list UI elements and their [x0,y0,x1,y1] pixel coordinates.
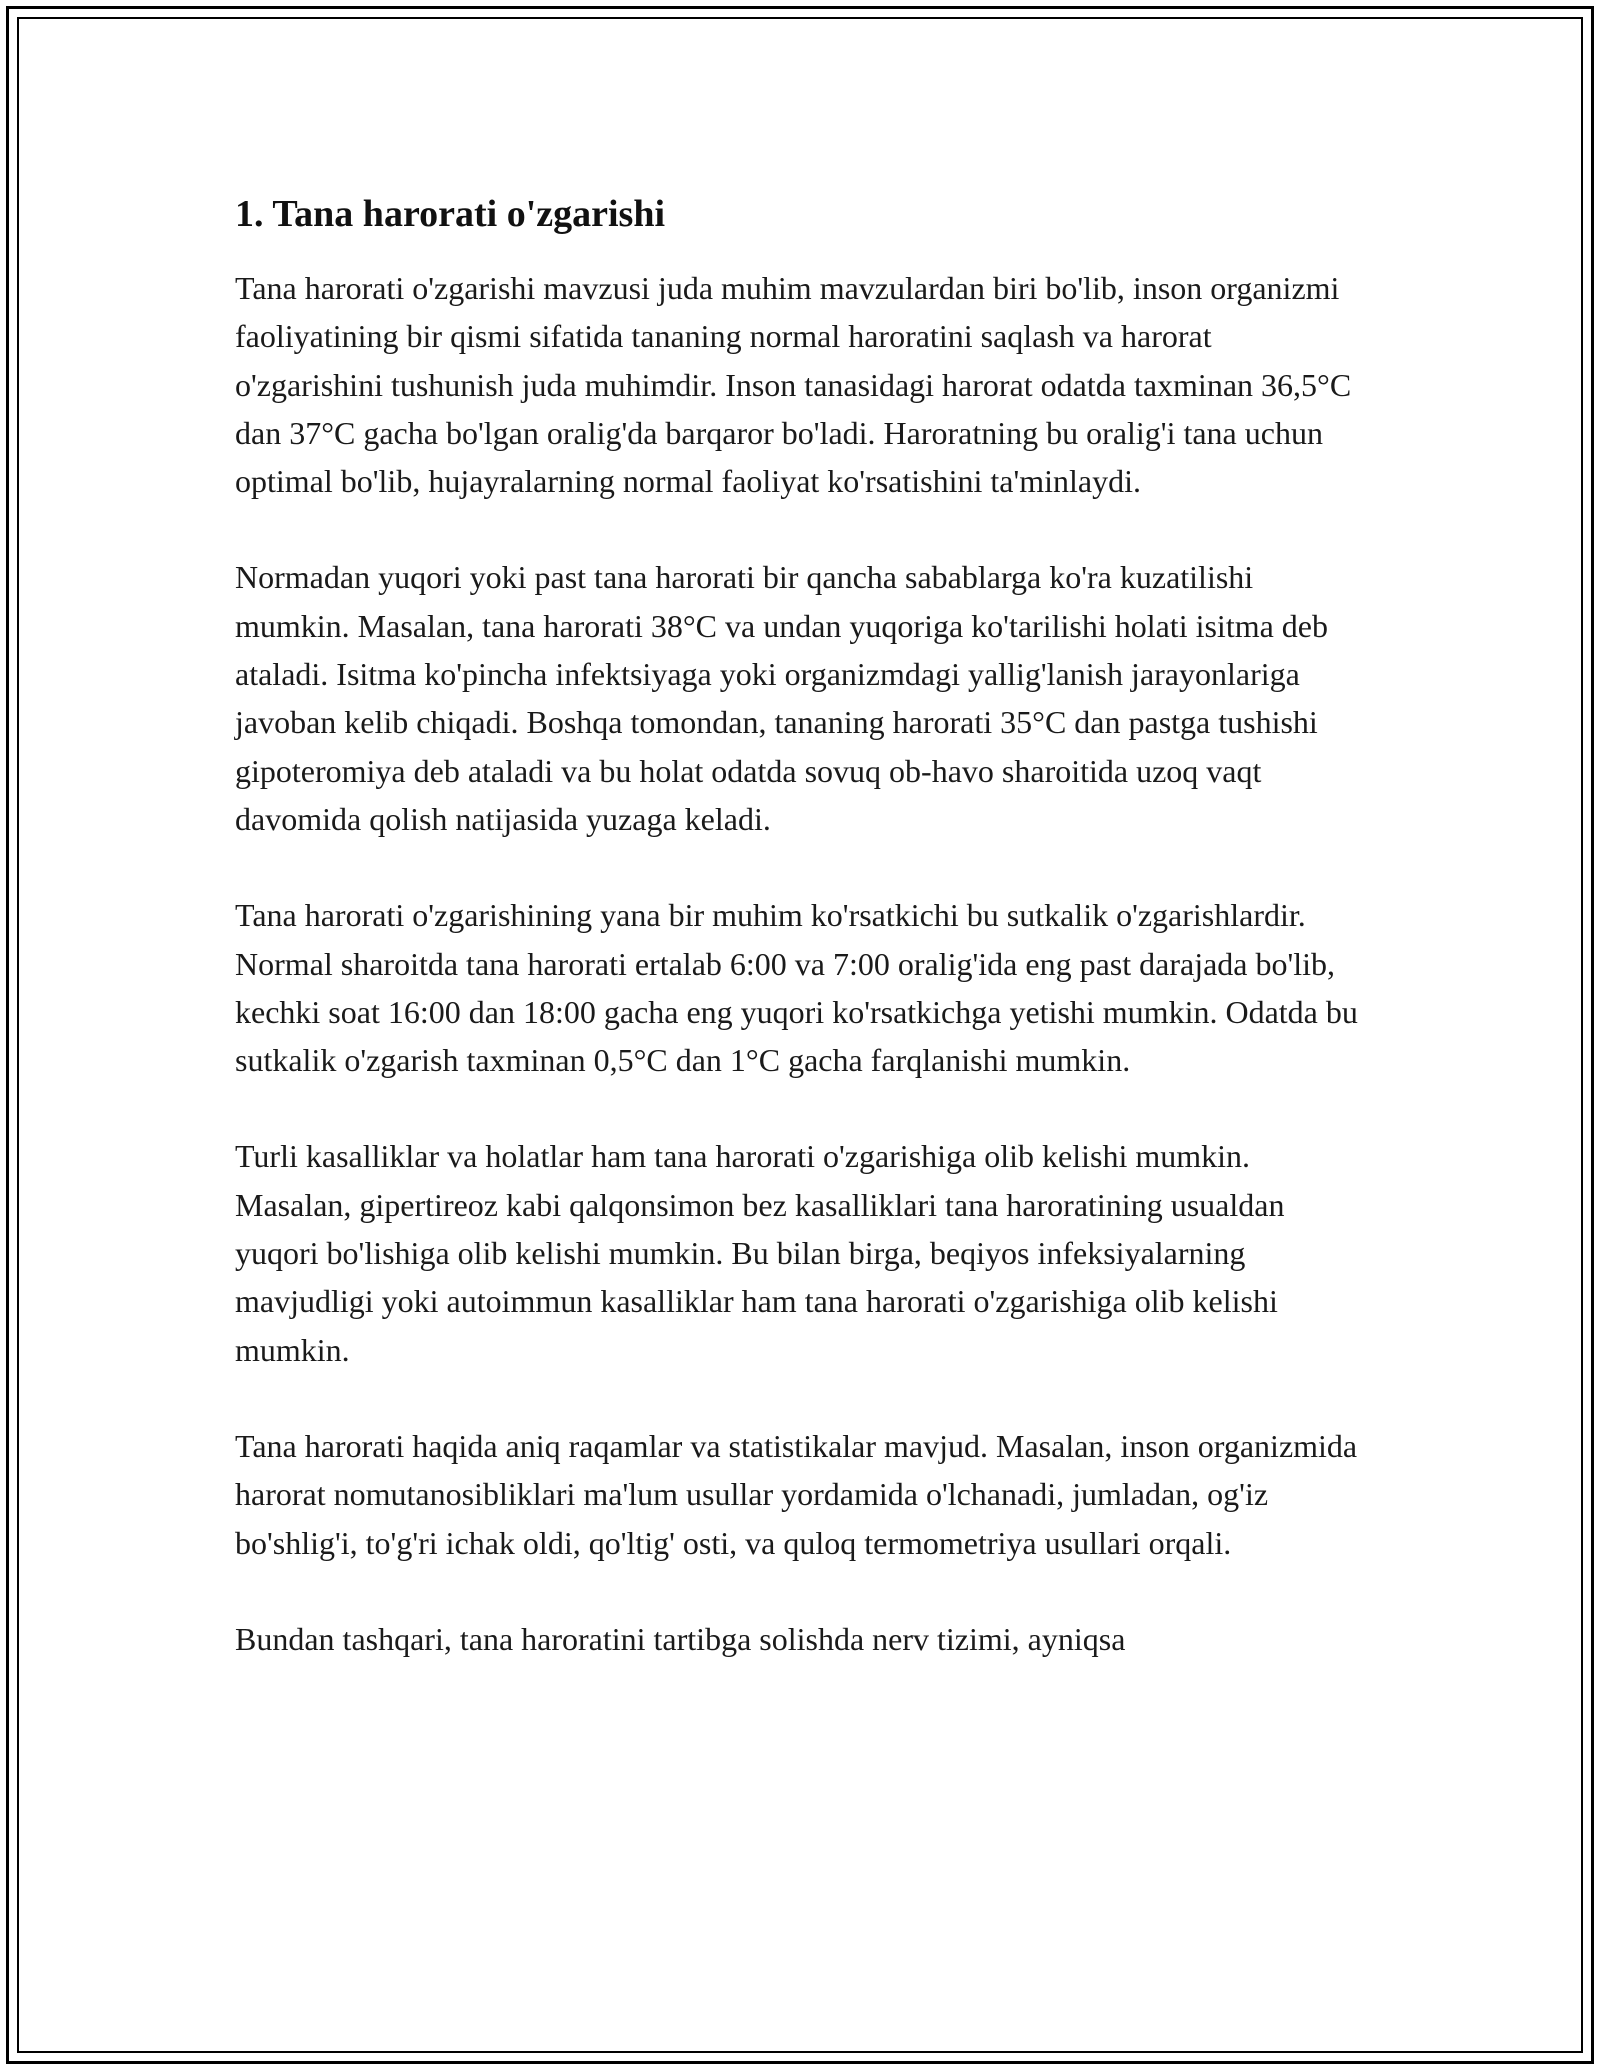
paragraph-5: Tana harorati haqida aniq raqamlar va statistikalar mavjud. Masalan, inson organizmida harorat nomutanosibliklari ma'lum usullar yordamida o'lchanadi, jumladan, og'iz bo'shlig'i, to'g'ri ichak oldi, qo'ltig' osti, va quloq termometriya usullari orqali. [235,1427,1358,1561]
paragraph-4: Turli kasalliklar va holatlar ham tana harorati o'zgarishiga olib kelishi mumkin. Masalan, gipertireoz kabi qalqonsimon bez kasalliklari tana haroratining usualdan yuqori bo'lishiga olib kelishi mumkin. Bu bilan birga, beqiyos infeksiyalarning mavjudligi yoki autoimmun kasalliklar ham tana harorati o'zgarishiga olib kelishi mumkin. [235,1138,1285,1368]
paragraph-6: Bundan tashqari, tana haroratini tartibga solishda nerv tizimi, ayniqsa [235,1620,1126,1657]
paragraph-3: Tana harorati o'zgarishining yana bir muhim ko'rsatkichi bu sutkalik o'zgarishlardir. Normal sharoitda tana harorati ertalab 6:00 va 7:00 oralig'ida eng past darajada bo'lib, kechki soat 16:00 dan 18:00 gacha eng yuqori ko'rsatkichga yetishi mumkin. Odatda bu sutkalik o'zgarish taxminan 0,5°C dan 1°C gacha farqlanishi mumkin. [235,897,1358,1079]
paragraph-2: Normadan yuqori yoki past tana harorati bir qancha sabablarga ko'ra kuzatilishi mumkin. Masalan, tana harorati 38°C va undan yuqoriga ko'tarilishi holati isitma deb ataladi. Isitma ko'pincha infektsiyaga yoki organizmdagi yallig'lanish jarayonlariga javoban kelib chiqadi. Boshqa tomondan, tananing harorati 35°C dan pastga tushishi gipoteromiya deb ataladi va bu holat odatda sovuq ob-havo sharoitida uzoq vaqt davomida qolish natijasida yuzaga keladi. [235,559,1328,837]
section-heading: 1. Tana harorati o'zgarishi [235,193,666,235]
document-body [235,188,1365,1711]
paragraph-1: Tana harorati o'zgarishi mavzusi juda muhim mavzulardan biri bo'lib, inson organizmi faoliyatining bir qismi sifatida tananing normal haroratini saqlash va harorat o'zgarishini tushunish juda muhimdir. Inson tanasidagi harorat odatda taxminan 36,5°C dan 37°C gacha bo'lgan oralig'da barqaror bo'ladi. Haroratning bu oralig'i tana uchun optimal bo'lib, hujayralarning normal faoliyat ko'rsatishini ta'minlaydi. [235,270,1352,500]
